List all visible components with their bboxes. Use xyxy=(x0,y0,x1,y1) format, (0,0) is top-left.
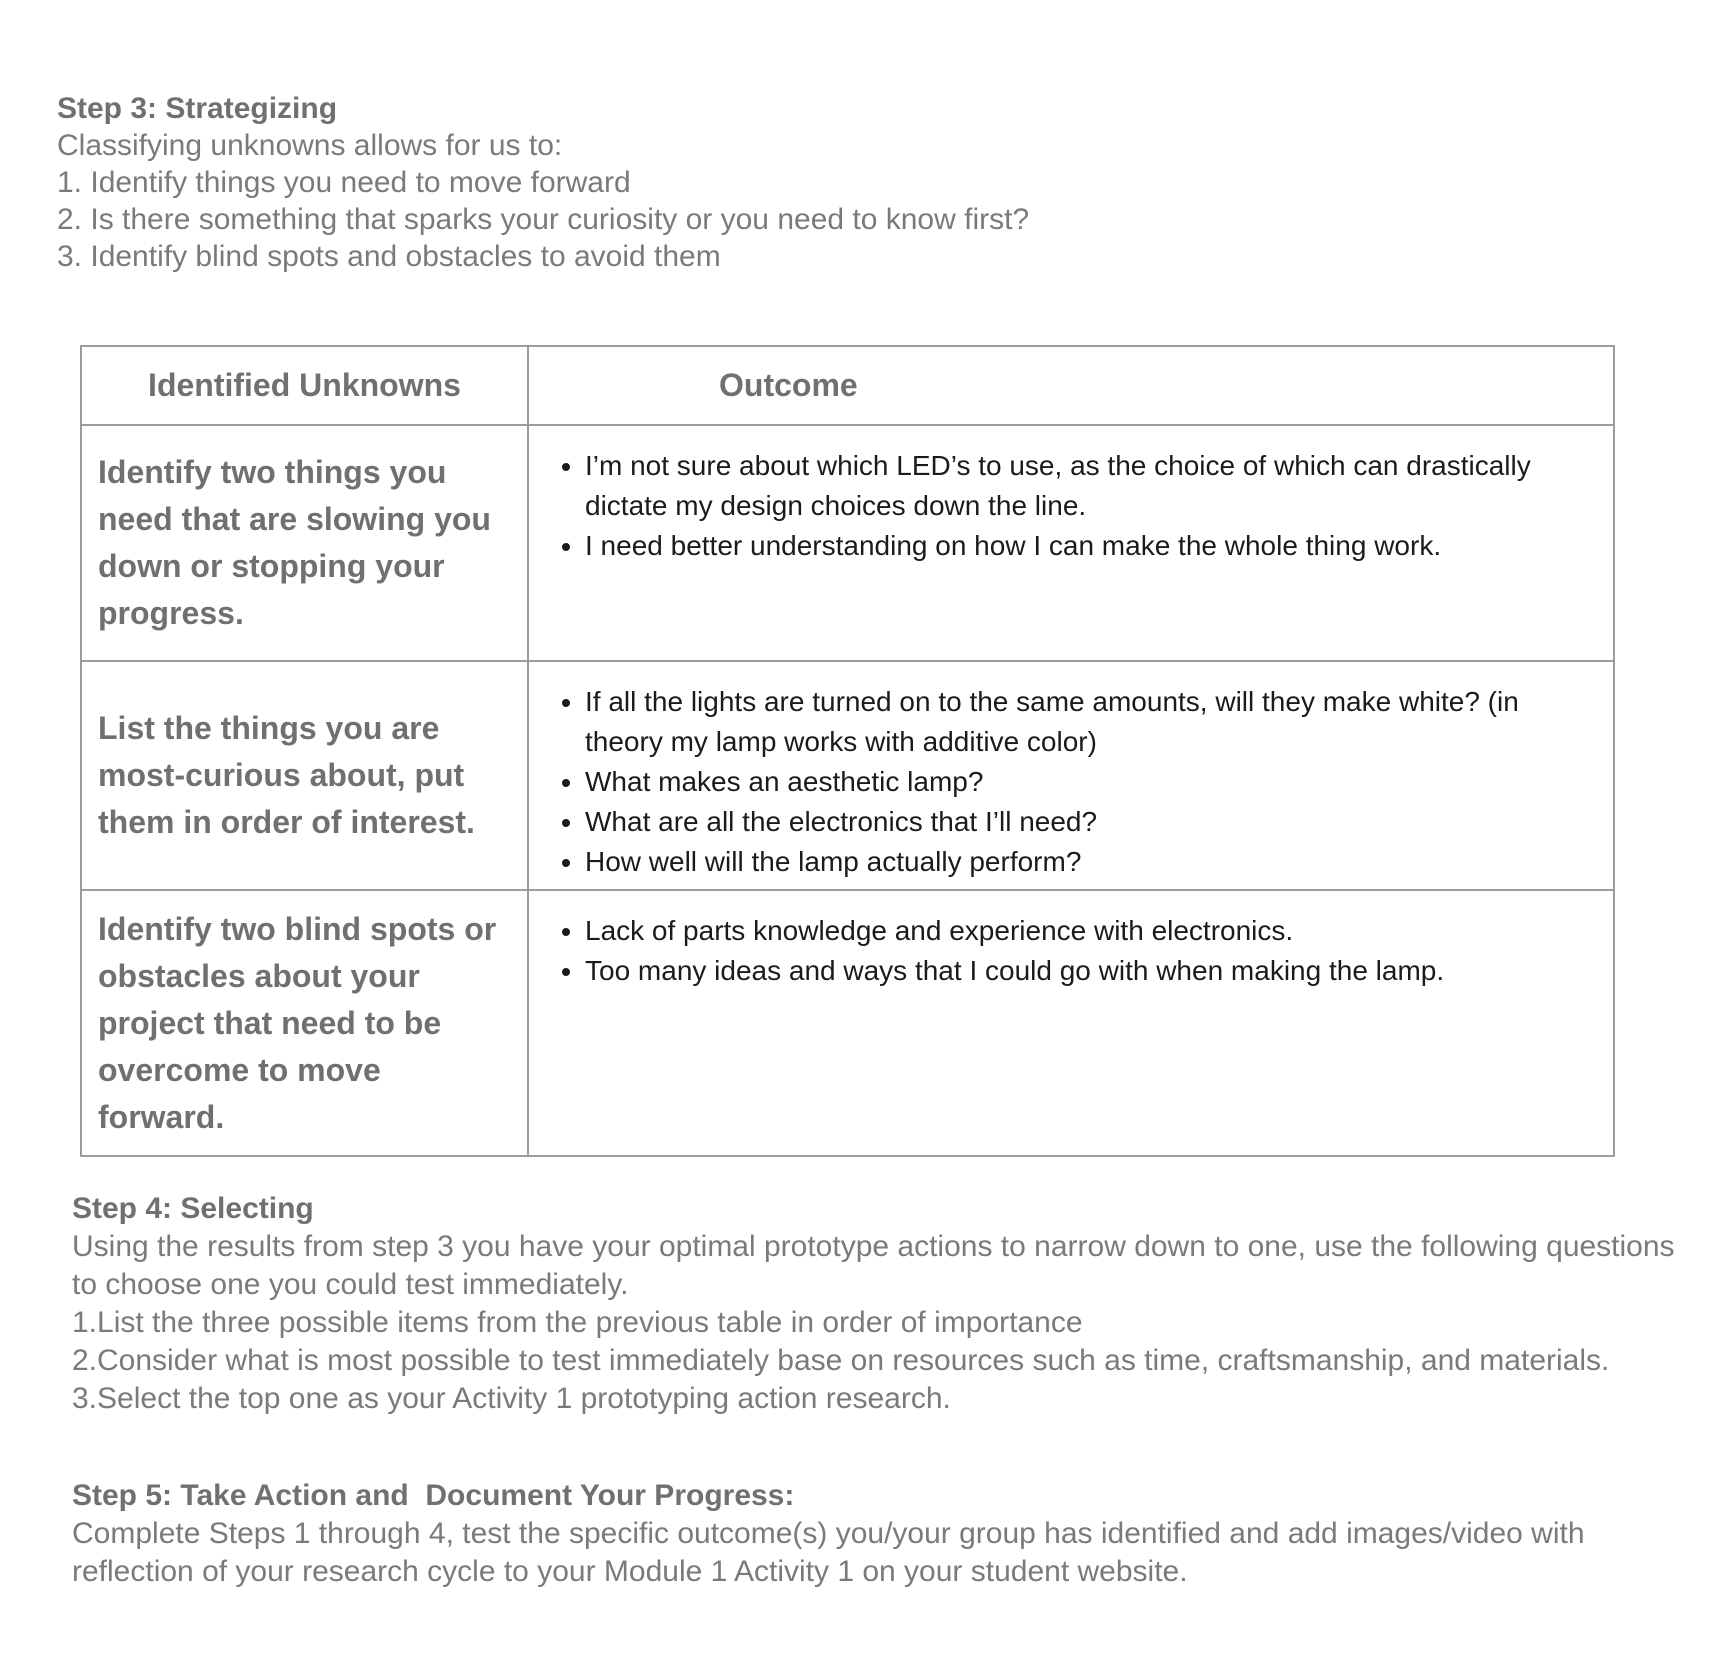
step3-intro: Classifying unknowns allows for us to: xyxy=(57,129,563,162)
outcome-bullet: • What makes an aesthetic lamp? xyxy=(585,762,1571,802)
outcome-bullet: • How well will the lamp actually perform? xyxy=(585,842,1571,882)
outcome-bullet: • If all the lights are turned on to the same amounts, will they make white? (in theory my lamp works with additive color) xyxy=(585,682,1571,762)
step4-heading: Step 4: Selecting xyxy=(72,1192,314,1225)
outcome-cell xyxy=(528,890,1614,1156)
table-row xyxy=(81,425,1614,661)
column-header-outcome: Outcome xyxy=(528,346,1614,425)
outcome-bullet-list xyxy=(529,682,1571,882)
step4-list-item: 2.Consider what is most possible to test immediately base on resources such as time, craftsmanship, and materials. xyxy=(72,1344,1610,1377)
unknowns-outcome-table xyxy=(80,345,1615,1157)
step5-heading: Step 5: Take Action and Document Your Progress: xyxy=(72,1479,795,1512)
step4-list-item: 1.List the three possible items from the previous table in order of importance xyxy=(72,1306,1083,1339)
step3-list-item: 3. Identify blind spots and obstacles to avoid them xyxy=(57,240,721,273)
step4-section xyxy=(72,1190,1687,1418)
step3-list-item: 1. Identify things you need to move forward xyxy=(57,166,631,199)
step5-body: Complete Steps 1 through 4, test the specific outcome(s) you/your group has identified and add images/video with reflection of your research cycle to your Module 1 Activity 1 on your student website. xyxy=(72,1517,1585,1588)
prompt-cell: Identify two things you need that are slowing you down or stopping your progress. xyxy=(81,425,528,661)
table-row xyxy=(81,890,1614,1156)
outcome-bullet-list xyxy=(529,446,1571,566)
outcome-bullet: • What are all the electronics that I’ll need? xyxy=(585,802,1571,842)
prompt-cell: List the things you are most-curious about, put them in order of interest. xyxy=(81,661,528,890)
table-header-row xyxy=(81,346,1614,425)
outcome-cell xyxy=(528,425,1614,661)
step4-intro: Using the results from step 3 you have your optimal prototype actions to narrow down to one, use the following questions to choose one you could test immediately. xyxy=(72,1230,1675,1301)
outcome-bullet: • I’m not sure about which LED’s to use, as the choice of which can drastically dictate my design choices down the line. xyxy=(585,446,1571,526)
prompt-cell: Identify two blind spots or obstacles about your project that need to be overcome to move forward. xyxy=(81,890,528,1156)
outcome-bullet: • Lack of parts knowledge and experience with electronics. xyxy=(585,911,1571,951)
step5-section xyxy=(72,1477,1687,1591)
step3-list-item: 2. Is there something that sparks your curiosity or you need to know first? xyxy=(57,203,1030,236)
step3-section xyxy=(57,90,1557,275)
step3-heading: Step 3: Strategizing xyxy=(57,92,338,125)
outcome-cell xyxy=(528,661,1614,890)
step4-list-item: 3.Select the top one as your Activity 1 prototyping action research. xyxy=(72,1382,951,1415)
table-row xyxy=(81,661,1614,890)
outcome-bullet: • Too many ideas and ways that I could go with when making the lamp. xyxy=(585,951,1571,991)
outcome-bullet: • I need better understanding on how I can make the whole thing work. xyxy=(585,526,1571,566)
column-header-identified-unknowns: Identified Unknowns xyxy=(81,346,528,425)
outcome-bullet-list xyxy=(529,911,1571,991)
